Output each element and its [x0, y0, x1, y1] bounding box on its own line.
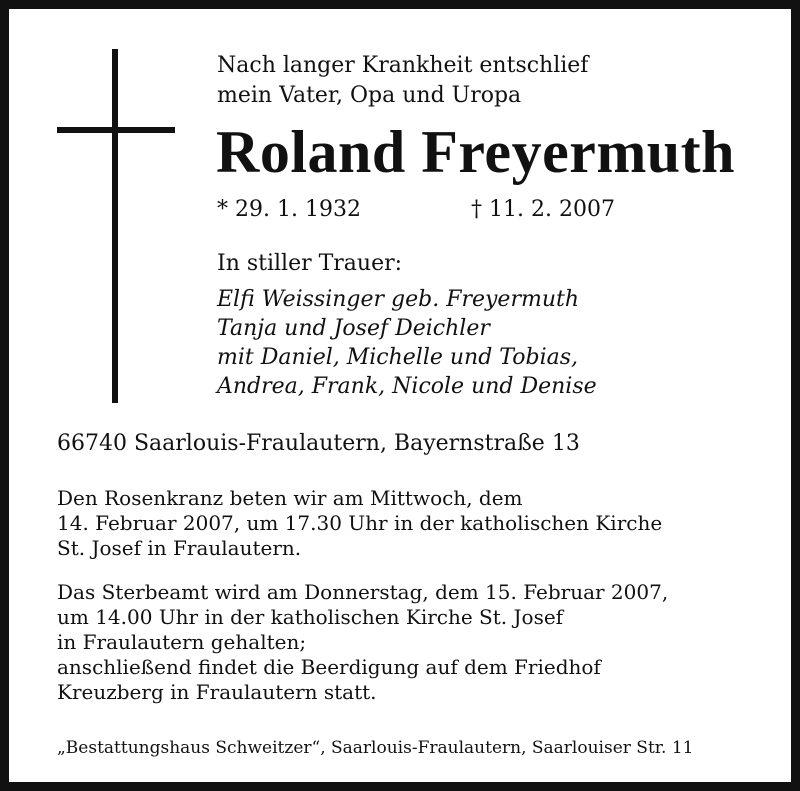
death-date: † 11. 2. 2007: [471, 197, 615, 222]
cross-icon-horizontal-bar: [57, 127, 175, 133]
deceased-name: Roland Freyermuth: [216, 119, 736, 185]
rosary-line: 14. Februar 2007, um 17.30 Uhr in der katholischen Kirche: [57, 511, 663, 535]
mourner-line: Andrea, Frank, Nicole und Denise: [217, 374, 597, 399]
family-address: 66740 Saarlouis-Fraulautern, Bayernstraße 13: [57, 431, 580, 456]
requiem-paragraph: [57, 580, 668, 705]
intro-line: Nach langer Krankheit entschlief: [217, 53, 589, 78]
requiem-line: in Fraulautern gehalten;: [57, 630, 307, 654]
rosary-line: Den Rosenkranz beten wir am Mittwoch, dem: [57, 486, 523, 510]
mourners-list: [217, 285, 597, 401]
mourner-line: Elfi Weissinger geb. Freyermuth: [217, 287, 580, 312]
mourner-line: Tanja und Josef Deichler: [217, 316, 490, 341]
requiem-line: Kreuzberg in Fraulautern statt.: [57, 680, 377, 704]
birth-date: * 29. 1. 1932: [217, 197, 361, 222]
requiem-line: anschließend findet die Beerdigung auf dem Friedhof: [57, 655, 601, 679]
funeral-home-footer: „Bestattungshaus Schweitzer“, Saarlouis-Fraulautern, Saarlouiser Str. 11: [57, 738, 694, 758]
intro-line: mein Vater, Opa und Uropa: [217, 83, 522, 108]
intro-text: [217, 51, 588, 111]
rosary-line: St. Josef in Fraulautern.: [57, 536, 302, 560]
rosary-paragraph: [57, 486, 662, 561]
requiem-line: Das Sterbeamt wird am Donnerstag, dem 15. Februar 2007,: [57, 580, 669, 604]
cross-icon-vertical-bar: [112, 49, 118, 403]
requiem-line: um 14.00 Uhr in der katholischen Kirche St. Josef: [57, 605, 564, 629]
mourning-title: In stiller Trauer:: [217, 251, 403, 276]
mourner-line: mit Daniel, Michelle und Tobias,: [217, 345, 579, 370]
